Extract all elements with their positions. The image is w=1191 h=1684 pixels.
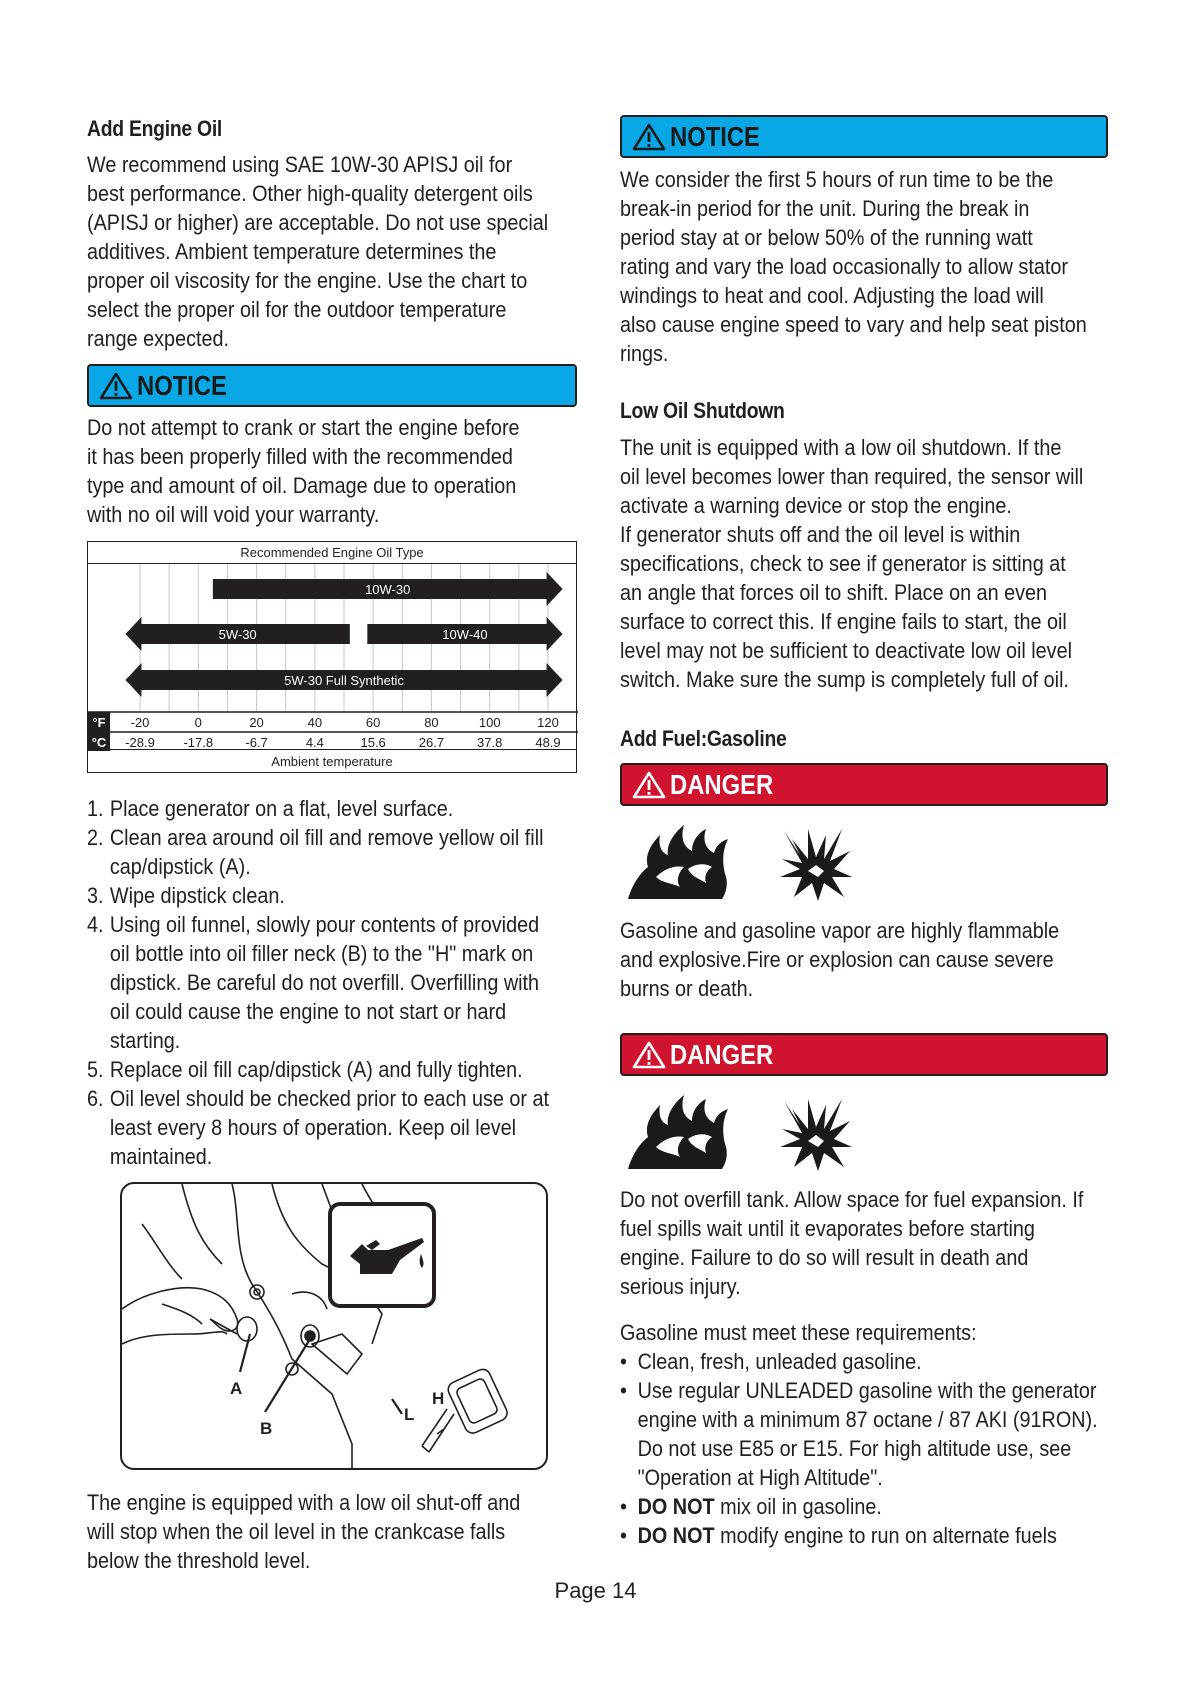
- tick-label-c: 48.9: [535, 735, 561, 750]
- add-engine-oil-heading: Add Engine Oil: [87, 116, 223, 141]
- list-item: [87, 881, 549, 910]
- text-line: Replace oil fill cap/dipstick (A) and fully tighten.: [109, 1057, 523, 1082]
- fire-hazard-icon: [626, 825, 730, 899]
- text-line: The engine is equipped with a low oil shut-off and: [87, 1490, 521, 1515]
- text-line: oil could cause the engine to not start or hard: [109, 999, 507, 1024]
- step-number: 6.: [87, 1086, 104, 1111]
- text-line: oil level becomes lower than required, the sensor will: [620, 464, 1084, 489]
- step-number: 2.: [87, 825, 104, 850]
- danger-label: DANGER: [670, 768, 774, 800]
- text-line: windings to heat and cool. Adjusting the load will: [620, 283, 1044, 308]
- low-oil-shutoff-paragraph: [87, 1488, 520, 1575]
- gasoline-requirements-intro: [620, 1318, 977, 1347]
- warning-triangle-icon: [632, 771, 666, 799]
- text-line: Wipe dipstick clean.: [109, 883, 285, 908]
- explosion-hazard-icon: [778, 1095, 854, 1171]
- oil-fill-illustration: [120, 1182, 548, 1470]
- text-line: with no oil will void your warranty.: [87, 502, 380, 527]
- text-line: starting.: [109, 1028, 181, 1053]
- step-number: 4.: [87, 912, 104, 937]
- label-h: H: [432, 1389, 445, 1408]
- text-line: (APISJ or higher) are acceptable. Do not use special: [87, 210, 549, 235]
- unit-label-c: °C: [91, 735, 107, 750]
- step-number: 1.: [87, 796, 104, 821]
- warning-triangle-icon: [632, 1041, 666, 1069]
- text-line: Using oil funnel, slowly pour contents of provided: [109, 912, 540, 937]
- tick-label-f: 40: [307, 715, 323, 730]
- text-line: and explosive.Fire or explosion can cause severe: [620, 947, 1054, 972]
- text-line: switch. Make sure the sump is completely full of oil.: [620, 667, 1069, 692]
- oil-range-label: 10W-40: [442, 627, 488, 642]
- text-line: specifications, check to see if generator is sitting at: [620, 551, 1066, 576]
- tick-label-c: 15.6: [360, 735, 386, 750]
- notice-label: NOTICE: [137, 369, 227, 401]
- oil-range-label: 10W-30: [365, 582, 411, 597]
- tick-label-f: 100: [478, 715, 501, 730]
- list-item: [87, 1055, 549, 1084]
- text-line: The unit is equipped with a low oil shutdown. If the: [620, 435, 1062, 460]
- text-line: also cause engine speed to vary and help seat piston: [620, 312, 1087, 337]
- text-line: [638, 1521, 1098, 1550]
- list-item: [87, 910, 549, 1055]
- tick-label-f: -20: [130, 715, 150, 730]
- text-line: "Operation at High Altitude".: [637, 1465, 883, 1490]
- warning-triangle-icon: [632, 123, 666, 151]
- tick-label-c: -17.8: [183, 735, 214, 750]
- list-item: [87, 823, 549, 881]
- text-line: maintained.: [109, 1144, 213, 1169]
- text-line: burns or death.: [620, 976, 754, 1001]
- tick-label-c: 26.7: [418, 735, 445, 750]
- text-line: activate a warning device or stop the engine.: [620, 493, 1012, 518]
- tick-label-f: 80: [424, 715, 439, 730]
- text-line: proper oil viscosity for the engine. Use the chart to: [87, 268, 528, 293]
- notice-banner: [620, 115, 1108, 158]
- page-number: Page 14: [554, 1578, 637, 1603]
- text-line: Gasoline must meet these requirements:: [620, 1320, 977, 1345]
- text-line: an angle that forces oil to shift. Place on an even: [620, 580, 1048, 605]
- text-line: oil bottle into oil filler neck (B) to the "H" mark on: [109, 941, 534, 966]
- oil-range-label: 5W-30 Full Synthetic: [284, 673, 404, 688]
- label-a: A: [230, 1379, 243, 1398]
- text-line: We consider the first 5 hours of run time to be the: [620, 167, 1054, 192]
- text-line: below the threshold level.: [87, 1548, 311, 1573]
- text-line: serious injury.: [620, 1274, 741, 1299]
- tick-label-c: -6.7: [245, 735, 268, 750]
- text-line: additives. Ambient temperature determines the: [87, 239, 497, 264]
- text-line: Oil level should be checked prior to each use or at: [109, 1086, 550, 1111]
- text-line: engine. Failure to do so will result in death and: [620, 1245, 1029, 1270]
- text-line: Use regular UNLEADED gasoline with the generator: [637, 1378, 1097, 1403]
- tick-label-f: 20: [249, 715, 264, 730]
- tick-label-c: -28.9: [125, 735, 155, 750]
- text-line: Place generator on a flat, level surface.: [109, 796, 454, 821]
- text-line: fuel spills wait until it evaporates before starting: [620, 1216, 1035, 1241]
- danger-banner: [620, 1033, 1108, 1076]
- list-item: [87, 794, 549, 823]
- text-fragment: modify engine to run on alternate fuels: [714, 1523, 1057, 1548]
- text-line: rating and vary the load occasionally to allow stator: [620, 254, 1068, 279]
- notice-banner: [87, 364, 577, 407]
- step-number: 5.: [87, 1057, 104, 1082]
- text-line: it has been properly filled with the recommended: [87, 444, 513, 469]
- list-item: [87, 1084, 549, 1171]
- warning-triangle-icon: [99, 372, 133, 400]
- tick-label-c: 37.8: [477, 735, 503, 750]
- bullet-mark: •: [620, 1349, 627, 1374]
- list-item: [620, 1492, 1098, 1521]
- chart-xlabel: Ambient temperature: [88, 749, 576, 772]
- bullet-mark: •: [620, 1494, 627, 1519]
- bullet-mark: •: [620, 1523, 627, 1548]
- list-item: [620, 1376, 1098, 1492]
- oil-fill-steps: [87, 794, 549, 1171]
- text-line: type and amount of oil. Damage due to operation: [87, 473, 517, 498]
- tick-label-f: 60: [365, 715, 381, 730]
- chart-title: Recommended Engine Oil Type: [88, 542, 576, 564]
- text-line: range expected.: [87, 326, 230, 351]
- text-line: period stay at or below 50% of the running watt: [620, 225, 1033, 250]
- text-line: least every 8 hours of operation. Keep oil level: [109, 1115, 517, 1140]
- danger-banner: [620, 763, 1108, 806]
- break-in-paragraph: [620, 165, 1087, 368]
- text-line: Do not use E85 or E15. For high altitude use, see: [637, 1436, 1072, 1461]
- text-line: Gasoline and gasoline vapor are highly flammable: [620, 918, 1060, 943]
- text-line: cap/dipstick (A).: [109, 854, 251, 879]
- tick-label-f: 0: [194, 715, 202, 730]
- notice-label: NOTICE: [670, 120, 760, 152]
- text-line: Do not overfill tank. Allow space for fuel expansion. If: [620, 1187, 1084, 1212]
- low-oil-shutdown-heading: Low Oil Shutdown: [620, 398, 785, 423]
- bullet-mark: •: [620, 1378, 627, 1403]
- text-line: will stop when the oil level in the crankcase falls: [87, 1519, 506, 1544]
- add-engine-oil-paragraph: [87, 150, 548, 353]
- text-line: Do not attempt to crank or start the engine before: [87, 415, 520, 440]
- step-number: 3.: [87, 883, 104, 908]
- add-fuel-heading: Add Fuel:Gasoline: [620, 726, 787, 751]
- list-item: [620, 1347, 1098, 1376]
- explosion-hazard-icon: [778, 825, 854, 901]
- text-line: rings.: [620, 341, 669, 366]
- notice-paragraph: [87, 413, 520, 529]
- text-line: [638, 1492, 1098, 1521]
- unit-label-f: °F: [92, 715, 106, 730]
- emphasis-do-not: DO NOT: [637, 1494, 715, 1519]
- text-line: We recommend using SAE 10W-30 APISJ oil for: [87, 152, 513, 177]
- text-line: select the proper oil for the outdoor temperature: [87, 297, 507, 322]
- oil-range-label: 5W-30: [218, 627, 257, 642]
- text-line: engine with a minimum 87 octane / 87 AKI (91RON).: [637, 1407, 1098, 1432]
- label-l: L: [404, 1405, 415, 1424]
- tick-label-c: 4.4: [305, 735, 324, 750]
- emphasis-do-not: DO NOT: [637, 1523, 715, 1548]
- text-line: best performance. Other high-quality detergent oils: [87, 181, 533, 206]
- danger-flammable-paragraph: [620, 916, 1059, 1003]
- oil-viscosity-chart: [87, 541, 577, 773]
- text-fragment: mix oil in gasoline.: [714, 1494, 882, 1519]
- fire-hazard-icon: [626, 1095, 730, 1169]
- text-line: Clean, fresh, unleaded gasoline.: [637, 1349, 922, 1374]
- low-oil-shutdown-paragraph: [620, 433, 1083, 694]
- list-item: [620, 1521, 1098, 1550]
- tick-label-f: 120: [537, 715, 559, 730]
- engine-oil-fill-drawing: [122, 1184, 548, 1470]
- text-line: dipstick. Be careful do not overfill. Overfilling with: [109, 970, 540, 995]
- text-line: Clean area around oil fill and remove yellow oil fill: [109, 825, 544, 850]
- oil-chart-plot: [88, 542, 578, 774]
- text-line: If generator shuts off and the oil level is within: [620, 522, 1021, 547]
- label-b: B: [260, 1419, 273, 1438]
- danger-label: DANGER: [670, 1038, 774, 1070]
- text-line: surface to correct this. If engine fails to start, the oil: [620, 609, 1067, 634]
- gasoline-requirements-list: [620, 1347, 1098, 1550]
- text-line: break-in period for the unit. During the break in: [620, 196, 1030, 221]
- text-line: level may not be sufficient to deactivate low oil level: [620, 638, 1072, 663]
- danger-overfill-paragraph: [620, 1185, 1083, 1301]
